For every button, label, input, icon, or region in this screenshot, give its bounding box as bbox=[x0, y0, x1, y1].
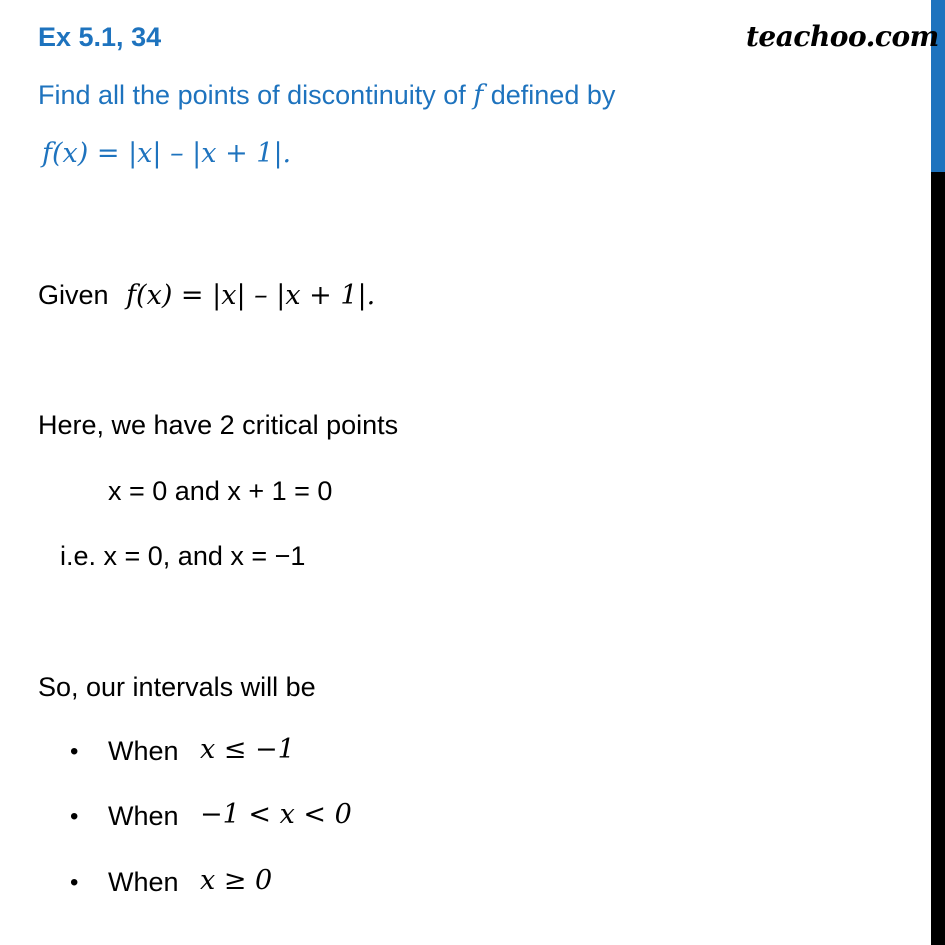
intervals-intro: So, our intervals will be bbox=[38, 672, 316, 702]
question-line-1 bbox=[38, 80, 615, 111]
exercise-title: Ex 5.1, 34 bbox=[38, 22, 162, 52]
bullet-icon: • bbox=[70, 803, 79, 830]
interval-expression: −1 < x < 0 bbox=[200, 799, 352, 830]
interval-label: When bbox=[108, 736, 179, 766]
bullet-icon: • bbox=[70, 738, 79, 765]
interval-expression: x ≤ −1 bbox=[200, 734, 295, 765]
bullet-icon: • bbox=[70, 869, 79, 896]
teachoo-logo: teachoo.com bbox=[746, 20, 939, 53]
question-text-prefix: Find all the points of discontinuity of bbox=[38, 80, 474, 110]
interval-label: When bbox=[108, 801, 179, 831]
given-expression: f(x) = |x| – |x + 1|. bbox=[126, 280, 376, 311]
critical-points-values: i.e. x = 0, and x = −1 bbox=[60, 541, 306, 571]
critical-points-intro: Here, we have 2 critical points bbox=[38, 410, 399, 440]
given-line bbox=[38, 280, 375, 311]
question-function-expression: f(x) = |x| – |x + 1|. bbox=[42, 138, 292, 169]
interval-expression: x ≥ 0 bbox=[200, 865, 273, 896]
interval-label: When bbox=[108, 867, 179, 897]
critical-points-equations: x = 0 and x + 1 = 0 bbox=[108, 476, 333, 506]
question-text-suffix: defined by bbox=[483, 80, 616, 110]
given-label: Given bbox=[38, 280, 109, 310]
question-f-symbol: f bbox=[473, 80, 484, 111]
